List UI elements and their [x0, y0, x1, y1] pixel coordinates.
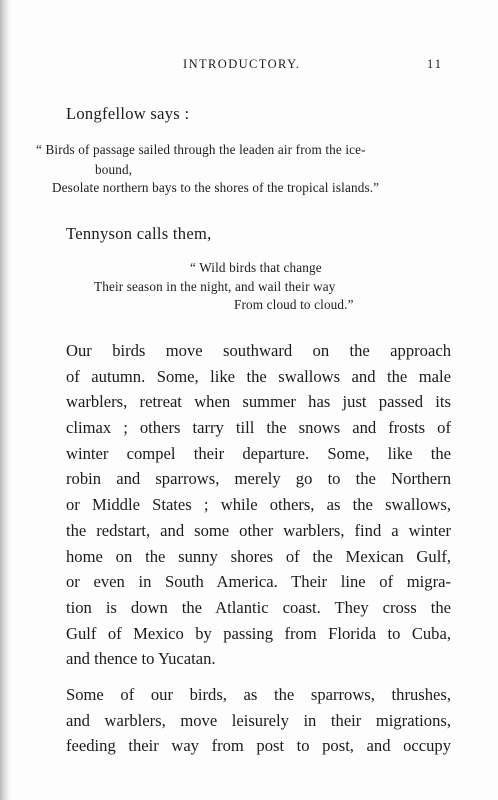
paragraph-line: of autumn. Some, like the swallows and the male: [66, 366, 451, 386]
paragraph-line: robin and sparrows, merely go to the Northern: [66, 469, 451, 489]
paragraph-line: and warblers, move leisurely in their migrations,: [66, 710, 451, 730]
paragraph-line: Gulf of Mexico by passing from Florida to Cuba,: [66, 623, 451, 643]
paragraph-line: tion is down the Atlantic coast. They cross the: [66, 597, 451, 617]
quote-intro-longfellow: Longfellow says :: [66, 104, 190, 123]
verse-line: Their season in the night, and wail their way: [94, 279, 336, 294]
paragraph-2: [66, 682, 451, 759]
paragraph-line: or Middle States ; while others, as the swallows,: [66, 495, 451, 515]
quote-intro-tennyson: Tennyson calls them,: [66, 224, 212, 243]
paragraph-line: or even in South America. Their line of migra-: [66, 572, 451, 592]
verse-line: bound,: [95, 162, 133, 177]
verse-line: “ Wild birds that change: [190, 260, 322, 275]
paragraph-line: winter compel their departure. Some, like the: [66, 443, 451, 463]
paragraph-line: and thence to Yucatan.: [66, 649, 216, 669]
paragraph-line: home on the sunny shores of the Mexican Gulf,: [66, 546, 451, 566]
running-head: [0, 57, 498, 75]
verse-line: Desolate northern bays to the shores of the tropical islands.”: [52, 180, 380, 195]
paragraph-line: climax ; others tarry till the snows and frosts of: [66, 418, 451, 438]
paragraph-line: feeding their way from post to post, and occupy: [66, 736, 451, 756]
paragraph-line: the redstart, and some other warblers, find a winter: [66, 520, 451, 540]
running-title: INTRODUCTORY.: [183, 57, 301, 71]
page-gutter-shadow: [0, 0, 12, 800]
verse-line: “ Birds of passage sailed through the leaden air from the ice-: [36, 142, 366, 157]
paragraph-1: [66, 338, 451, 672]
paragraph-line: Some of our birds, as the sparrows, thrushes,: [66, 685, 451, 704]
verse-line: From cloud to cloud.”: [234, 297, 354, 312]
paragraph-line: Our birds move southward on the approach: [66, 341, 451, 360]
paragraph-line: warblers, retreat when summer has just passed its: [66, 392, 451, 412]
page-number: 11: [427, 57, 444, 71]
